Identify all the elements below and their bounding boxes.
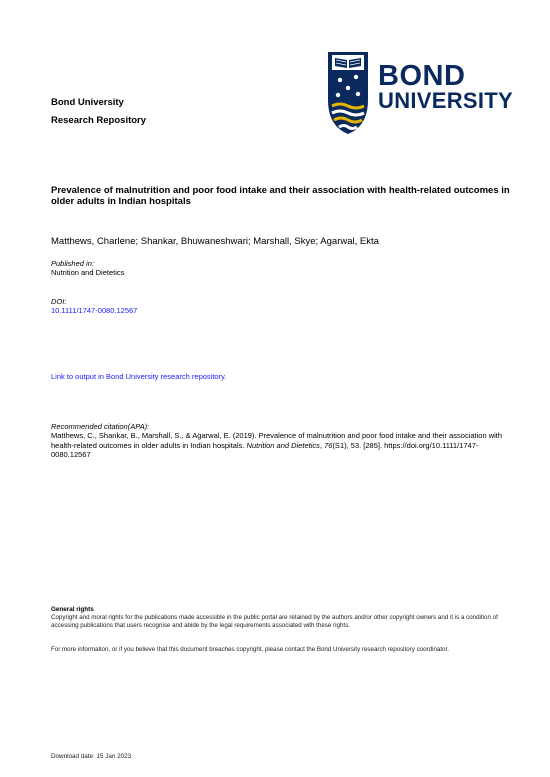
published-label: Published in: (51, 259, 94, 268)
logo-wordmark-university: UNIVERSITY (378, 88, 514, 113)
citation-text (51, 431, 511, 460)
repository-name: Bond University (51, 97, 124, 108)
rights-paragraph-1: Copyright and moral rights for the publications made accessible in the public portal are retained by the authors and/or other copyright owners and it is a condition of accessing publications that users recognise and abide by the legal requirements associated with these rights. (51, 614, 498, 629)
published-value: Nutrition and Dietetics (51, 268, 125, 277)
logo-wordmark-bond: BOND (378, 60, 466, 92)
repository-output-link[interactable]: Link to output in Bond University research repository. (51, 372, 227, 381)
bond-university-logo (326, 50, 522, 136)
download-date: Download date: 15 Jan 2023 (51, 753, 132, 760)
repository-subtitle: Research Repository (51, 115, 147, 126)
paper-authors: Matthews, Charlene; Shankar, Bhuwaneshwari; Marshall, Skye; Agarwal, Ekta (51, 236, 379, 247)
citation-main: Matthews, C., Shankar, B., Marshall, S., & Agarwal, E. (2019). Prevalence of malnutrition and poor food intake and their association with health-related outcomes in older adults in Indian hospitals. (51, 431, 503, 450)
doi-link[interactable]: 10.1111/1747-0080.12567 (51, 306, 138, 315)
citation-journal: Nutrition and Dietetics (246, 440, 320, 450)
paper-title: Prevalence of malnutrition and poor food intake and their association with health-related outcomes in older adults in Indian hospitals (51, 185, 510, 207)
rights-paragraph-2: For more information, or if you believe that this document breaches copyright, please contact the Bond University research repository coordinator. (51, 646, 449, 653)
citation-comma: , (319, 440, 325, 450)
citation-volume: 76 (324, 440, 333, 450)
citation-label: Recommended citation(APA): (51, 422, 150, 431)
rights-heading: General rights (51, 606, 94, 613)
citation-tail: (S1), 53. [285]. https://doi.org/10.1111/1747-0080.12567 (51, 440, 479, 459)
doi-label: DOI: (51, 297, 67, 306)
